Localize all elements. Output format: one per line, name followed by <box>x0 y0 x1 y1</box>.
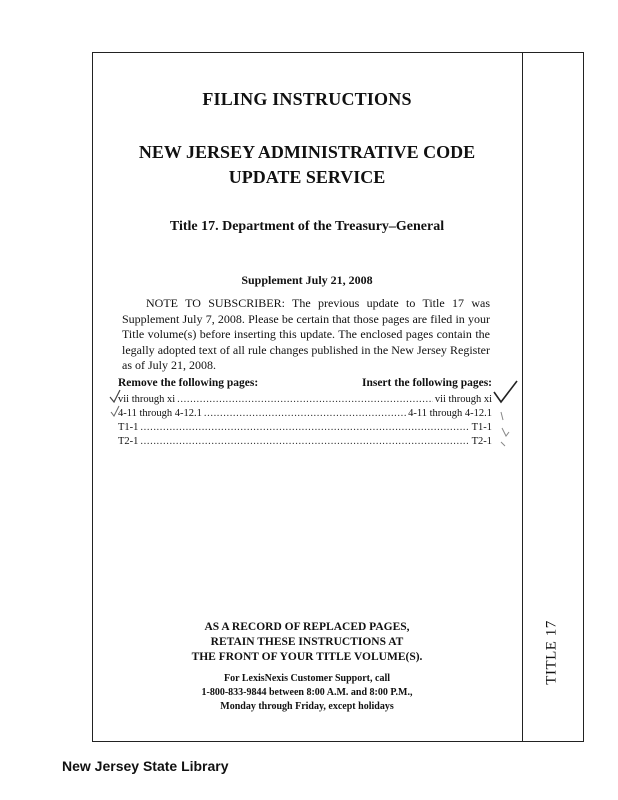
support-line1: For LexisNexis Customer Support, call <box>223 673 390 684</box>
code-heading <box>92 140 522 190</box>
remove-pages: T2-1 <box>118 436 139 447</box>
record-line2: RETAIN THESE INSTRUCTIONS AT <box>210 636 404 648</box>
library-stamp: New Jersey State Library <box>62 758 229 774</box>
remove-pages: T1-1 <box>118 422 139 433</box>
tab-divider <box>522 52 523 742</box>
insert-header: Insert the following pages: <box>361 377 492 389</box>
code-heading-line1: NEW JERSEY ADMINISTRATIVE CODE <box>138 142 476 162</box>
remove-header: Remove the following pages: <box>118 377 259 389</box>
checkmark-icon <box>108 388 122 404</box>
remove-pages: vii through xi <box>118 394 176 405</box>
support-line3: Monday through Friday, except holidays <box>220 701 394 712</box>
checkmark-icon <box>497 408 511 448</box>
insert-pages: T1-1 <box>471 422 492 433</box>
support-info <box>92 672 522 714</box>
insert-pages: vii through xi <box>434 394 492 405</box>
record-line3: THE FRONT OF YOUR TITLE VOLUME(S). <box>191 651 423 663</box>
code-heading-line2: UPDATE SERVICE <box>228 167 386 187</box>
record-notice <box>92 620 522 665</box>
table-row <box>118 407 492 421</box>
checkmark-icon <box>490 378 520 408</box>
dot-leader <box>140 435 469 449</box>
page-title: FILING INSTRUCTIONS <box>202 89 412 109</box>
subscriber-note: NOTE TO SUBSCRIBER: The previous update to Title 17 was Supplement July 7, 2008. Please be certain that those pages are filed in your Title volume(s) before inserting this update. The enclosed pages contain the legally adopted text of all rule changes published in the New Jersey Register as of July 21, 2008. <box>122 296 490 372</box>
insert-pages: T2-1 <box>471 436 492 447</box>
title-tab <box>526 612 578 692</box>
table-header <box>118 377 492 393</box>
table-row <box>118 393 492 407</box>
table-row <box>118 435 492 449</box>
tab-label: TITLE 17 <box>543 619 560 685</box>
table-row <box>118 421 492 435</box>
insert-pages: 4-11 through 4-12.1 <box>408 408 492 419</box>
page-replacement-table <box>118 377 492 449</box>
dot-leader <box>204 407 406 421</box>
record-line1: AS A RECORD OF REPLACED PAGES, <box>204 621 410 633</box>
remove-pages: 4-11 through 4-12.1 <box>118 408 202 419</box>
checkmark-icon <box>109 404 121 418</box>
dot-leader <box>140 421 469 435</box>
supplement-date: Supplement July 21, 2008 <box>241 273 373 287</box>
title-line: Title 17. Department of the Treasury–General <box>169 219 445 234</box>
support-line2: 1-800-833-9844 between 8:00 A.M. and 8:00 P.M., <box>201 687 413 698</box>
dot-leader <box>177 393 433 407</box>
